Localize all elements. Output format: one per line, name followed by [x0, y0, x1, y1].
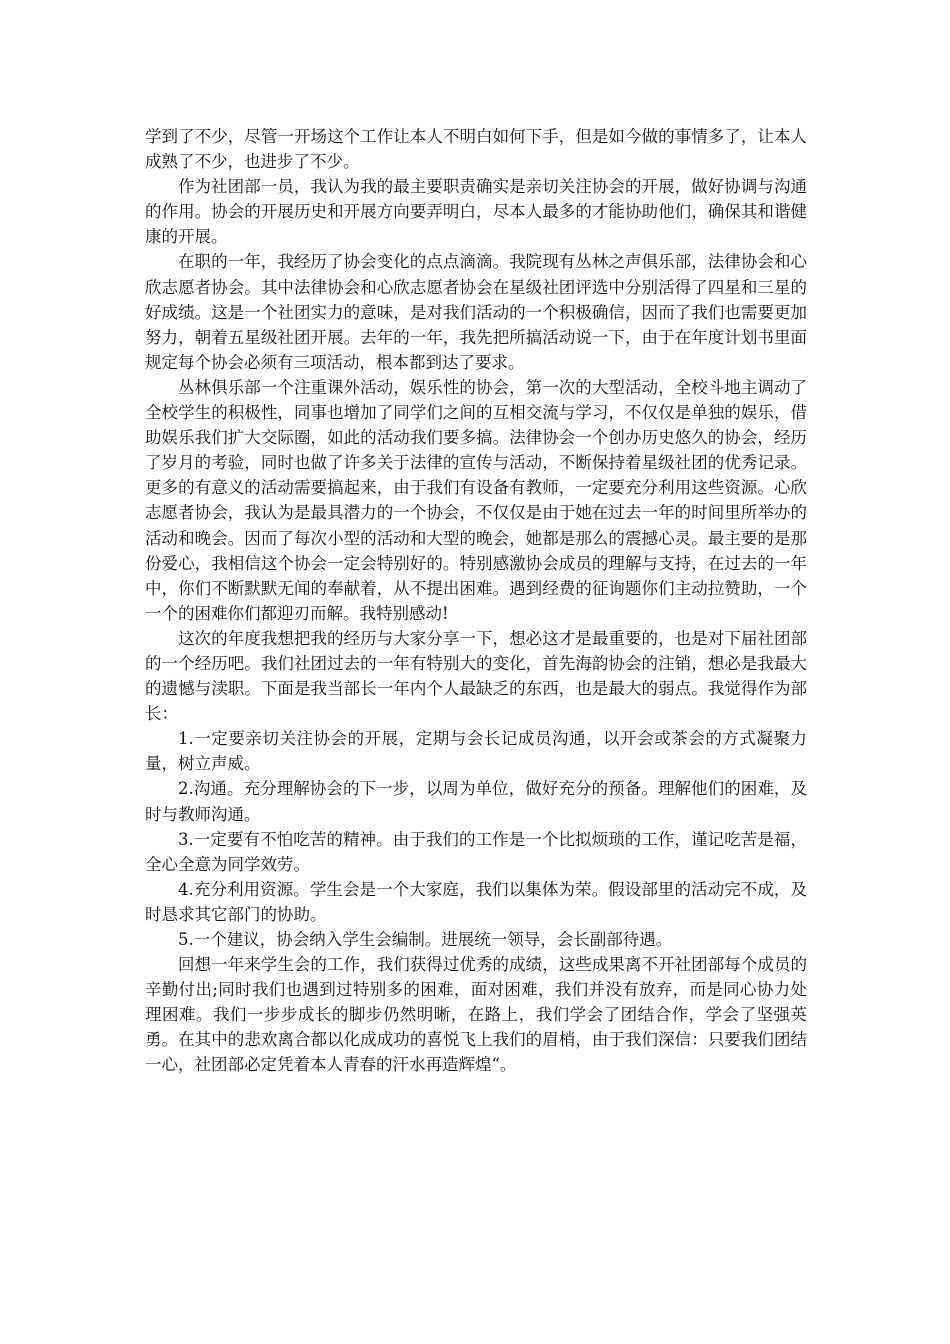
document-body	[145, 124, 807, 1078]
paragraph-1: 学到了不少，尽管一开场这个工作让本人不明白如何下手，但是如今做的事情多了，让本人成熟了不少，也进步了不少。	[145, 127, 807, 172]
list-item-4: 4.充分利用资源。学生会是一个大家庭，我们以集体为荣。假设部里的活动完不成，及时恳求其它部门的协助。	[145, 879, 807, 924]
paragraph-conclusion: 回想一年来学生会的工作，我们获得过优秀的成绩，这些成果离不开社团部每个成员的辛勤付出;同时我们也遇到过特别多的困难，面对困难，我们并没有放弃，而是同心协力处理困难。我们一步步成长的脚步仍然明晰，在路上，我们学会了团结合作，学会了坚强英勇。在其中的悲欢离合都以化成成功的喜悦飞上我们的眉梢，由于我们深信：只要我们团结一心，社团部必定凭着本人青春的汗水再造辉煌“。	[145, 955, 807, 1075]
paragraph-3: 在职的一年，我经历了协会变化的点点滴滴。我院现有丛林之声俱乐部，法律协会和心欣志愿者协会。其中法律协会和心欣志愿者协会在星级社团评选中分别活得了四星和三星的好成绩。这是一个社团实力的意味，是对我们活动的一个积极确信，因而了我们也需要更加努力，朝着五星级社团开展。去年的一年，我先把所搞活动说一下，由于在年度计划书里面规定每个协会必须有三项活动，根本都到达了要求。	[145, 252, 807, 372]
list-item-3: 3.一定要有不怕吃苦的精神。由于我们的工作是一个比拟烦琐的工作，谨记吃苦是福，全心全意为同学效劳。	[145, 829, 807, 874]
paragraph-4: 丛林俱乐部一个注重课外活动，娱乐性的协会，第一次的大型活动，全校斗地主调动了全校学生的积极性，同事也增加了同学们之间的互相交流与学习，不仅仅是单独的娱乐，借助娱乐我们扩大交际圈，如此的活动我们要多搞。法律协会一个创办历史悠久的协会，经历了岁月的考验，同时也做了许多关于法律的宣传与活动，不断保持着星级社团的优秀记录。更多的有意义的活动需要搞起来，由于我们有设备有教师，一定要充分利用这些资源。心欣志愿者协会，我认为是最具潜力的一个协会，不仅仅是由于她在过去一年的时间里所举办的活动和晚会。因而了每次小型的活动和大型的晚会，她都是那么的震撼心灵。最主要的是那份爱心，我相信这个协会一定会特别好的。特别感激协会成员的理解与支持，在过去的一年中，你们不断默默无闻的奉献着，从不提出困难。遇到经费的征询题你们主动拉赞助，一个一个的困难你们都迎刃而解。我特别感动!	[145, 377, 807, 623]
list-item-5: 5.一个建议，协会纳入学生会编制。进展统一领导，会长副部待遇。	[178, 930, 673, 949]
paragraph-2: 作为社团部一员，我认为我的最主要职责确实是亲切关注协会的开展，做好协调与沟通的作用。协会的开展历史和开展方向要弄明白，尽本人最多的才能协助他们，确保其和谐健康的开展。	[145, 177, 807, 247]
list-item-1: 1.一定要亲切关注协会的开展，定期与会长记成员沟通，以开会或茶会的方式凝聚力量，树立声威。	[145, 729, 807, 774]
paragraph-5: 这次的年度我想把我的经历与大家分享一下，想必这才是最重要的，也是对下届社团部的一个经历吧。我们社团过去的一年有特别大的变化，首先海韵协会的注销，想必是我最大的遗憾与渎职。下面是我当部长一年内个人最缺乏的东西，也是最大的弱点。我觉得作为部长：	[145, 628, 807, 724]
list-item-2: 2.沟通。充分理解协会的下一步，以周为单位，做好充分的预备。理解他们的困难，及时与教师沟通。	[145, 779, 807, 824]
